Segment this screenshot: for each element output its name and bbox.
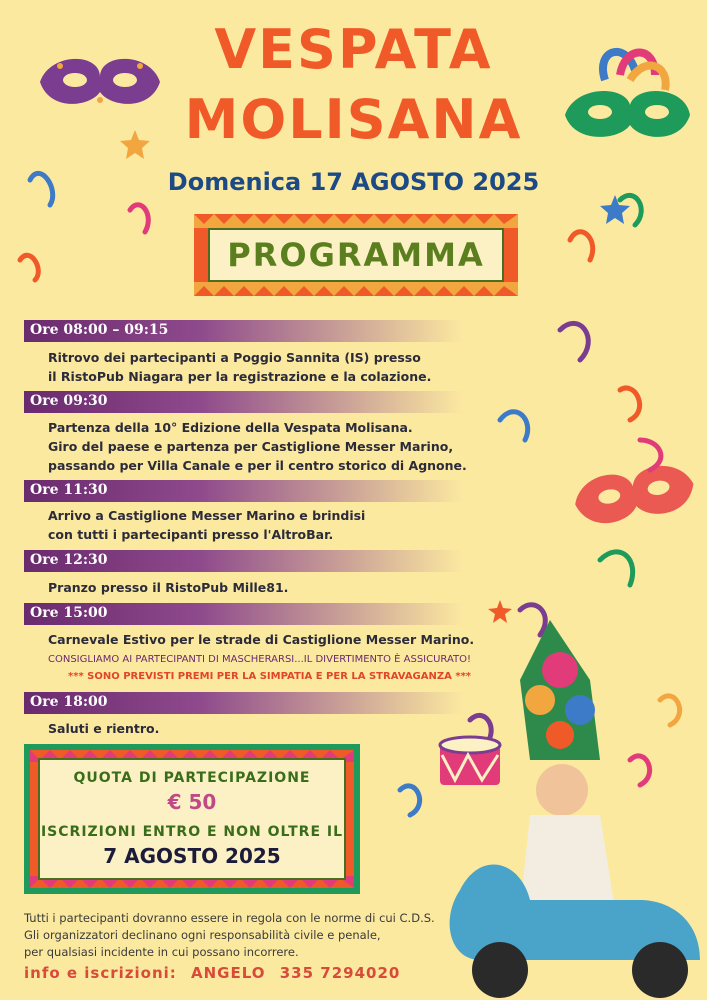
time-bar [24, 480, 464, 502]
time-label: Ore 15:00 [30, 605, 108, 621]
time-bar [24, 692, 464, 714]
contact-phone[interactable]: 335 7294020 [279, 964, 401, 982]
quota-label: QUOTA DI PARTECIPAZIONE [73, 770, 311, 786]
schedule-desc [48, 418, 467, 475]
desc-line: il RistoPub Niagara per la registrazione e la colazione. [48, 369, 432, 384]
programma-label: PROGRAMMA [227, 236, 485, 274]
schedule-desc [48, 630, 474, 649]
time-label: Ore 12:30 [30, 552, 108, 568]
programma-inner [208, 228, 504, 282]
desc-line: Partenza della 10° Edizione della Vespata Molisana. [48, 420, 413, 435]
mask-note: CONSIGLIAMO AI PARTECIPANTI DI MASCHERARSI...IL DIVERTIMENTO È ASSICURATO! [48, 654, 472, 665]
time-bar [24, 320, 464, 342]
event-date: Domenica 17 AGOSTO 2025 [167, 168, 540, 196]
prize-note: *** SONO PREVISTI PREMI PER LA SIMPATIA E PER LA STRAVAGANZA *** [68, 671, 472, 682]
contact-label: info e iscrizioni: [24, 964, 177, 982]
disclaimer-line: Tutti i partecipanti dovranno essere in regola con le norme di cui C.D.S. [24, 911, 435, 925]
time-label: Ore 18:00 [30, 694, 108, 710]
event-title-line1: VESPATA [214, 18, 493, 81]
desc-line: Saluti e rientro. [48, 721, 160, 736]
drum-icon [440, 737, 500, 785]
quota-price: € 50 [167, 790, 217, 814]
disclaimer-line: per qualsiasi incidente in cui possano incorrere. [24, 945, 299, 959]
time-bar [24, 550, 464, 572]
vespa-rider-icon [450, 620, 700, 998]
time-label: Ore 09:30 [30, 393, 108, 409]
desc-line: con tutti i partecipanti presso l'AltroBar. [48, 527, 334, 542]
deadline-label: ISCRIZIONI ENTRO E NON OLTRE IL [40, 824, 344, 840]
schedule-desc [48, 506, 365, 544]
event-title-line2: MOLISANA [184, 88, 523, 151]
deadline-date: 7 AGOSTO 2025 [103, 844, 281, 868]
contact-info [24, 964, 400, 982]
time-bar [24, 391, 464, 413]
schedule-desc [48, 578, 288, 597]
desc-line: Arrivo a Castiglione Messer Marino e brindisi [48, 508, 366, 523]
programma-box [194, 214, 518, 296]
disclaimer-line: Gli organizzatori declinano ogni responsabilità civile e penale, [24, 928, 381, 942]
time-label: Ore 08:00 – 09:15 [30, 322, 169, 338]
schedule-desc [48, 719, 159, 738]
quota-inner [38, 758, 346, 880]
contact-name: ANGELO [191, 964, 266, 982]
desc-line: Carnevale Estivo per le strade di Castiglione Messer Marino. [48, 632, 475, 647]
desc-line: Giro del paese e partenza per Castiglione Messer Marino, [48, 439, 454, 454]
disclaimer [24, 910, 435, 961]
desc-line: Pranzo presso il RistoPub Mille81. [48, 580, 289, 595]
desc-line: passando per Villa Canale e per il centro storico di Agnone. [48, 458, 467, 473]
desc-line: Ritrovo dei partecipanti a Poggio Sannita (IS) presso [48, 350, 421, 365]
orange-mask-icon [571, 460, 697, 528]
schedule-desc [48, 348, 431, 386]
quota-box [24, 744, 360, 894]
time-bar [24, 603, 464, 625]
time-label: Ore 11:30 [30, 482, 108, 498]
